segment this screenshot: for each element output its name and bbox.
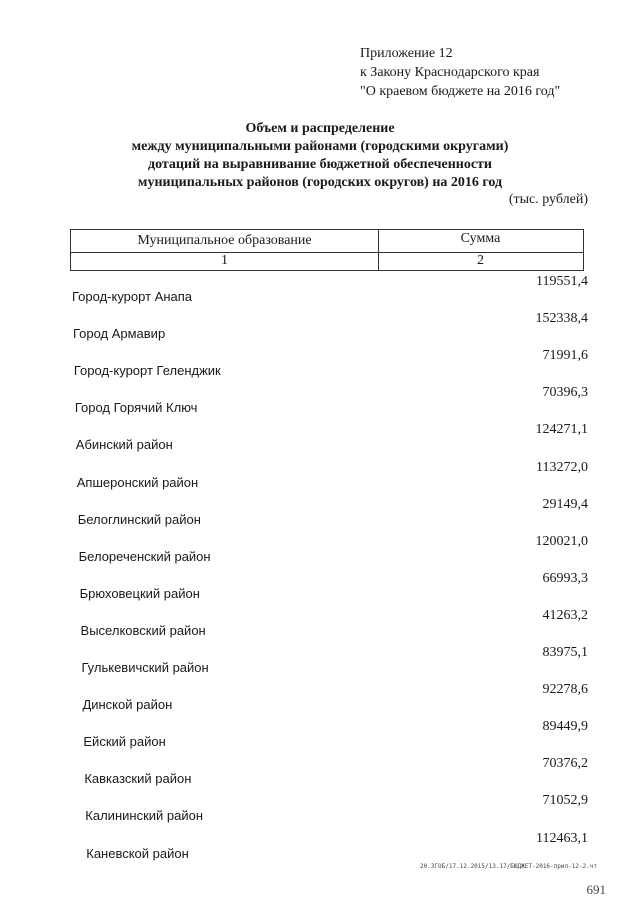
subsidy-amount: 92278,6 xyxy=(542,682,588,698)
table-row xyxy=(0,348,640,378)
table-row xyxy=(0,645,640,675)
municipality-name: Брюховецкий район xyxy=(79,585,200,601)
table-row xyxy=(0,719,640,749)
title-line-4: муниципальных районов (городских округов) на 2016 год xyxy=(137,175,503,190)
subsidy-amount: 71052,9 xyxy=(542,793,588,809)
subsidy-amount: 113272,0 xyxy=(536,459,588,475)
municipality-name: Выселковский район xyxy=(80,622,206,638)
table-row xyxy=(0,422,640,452)
municipality-name: Гулькевичский район xyxy=(81,660,209,675)
municipality-name: Апшеронский район xyxy=(76,474,199,490)
table-header xyxy=(70,229,584,271)
municipality-name: Город Армавир xyxy=(72,326,166,342)
municipality-name: Абинский район xyxy=(75,437,173,453)
subsidy-amount: 152338,4 xyxy=(535,311,588,327)
title-line-2: между муниципальными районами (городскими округами) xyxy=(131,139,509,154)
municipality-name: Белоглинский район xyxy=(77,511,201,527)
table-row xyxy=(0,793,640,823)
municipality-name: Город-курорт Анапа xyxy=(72,289,192,304)
column-number-1: 1 xyxy=(221,253,228,268)
table-row xyxy=(0,756,640,786)
table-row xyxy=(0,831,640,861)
municipality-name: Белореченский район xyxy=(78,548,211,564)
subsidy-amount: 119551,4 xyxy=(536,274,588,289)
file-footer: 20.ЗГОБ/17.12.2015/13.17/БЮДЖЕТ-2016-прил-12-2.чт xyxy=(420,863,598,870)
subsidy-amount: 29149,4 xyxy=(542,496,588,512)
municipality-name: Кавказский район xyxy=(84,771,192,787)
subsidy-amount: 124271,1 xyxy=(535,422,588,438)
subsidy-amount: 112463,1 xyxy=(536,830,588,846)
subsidy-amount: 83975,1 xyxy=(542,645,588,660)
column-number-2: 2 xyxy=(477,253,484,268)
municipality-name: Динской район xyxy=(82,697,173,713)
table-row xyxy=(0,311,640,341)
annex-number: Приложение 12 xyxy=(360,46,453,61)
table-row xyxy=(0,682,640,712)
municipality-name: Ейский район xyxy=(83,734,166,750)
table-row xyxy=(0,460,640,490)
subsidy-amount: 70376,2 xyxy=(542,756,588,772)
annex-law: к Закону Краснодарского края xyxy=(360,65,540,80)
table-row xyxy=(0,534,640,564)
title-line-3: дотаций на выравнивание бюджетной обеспеченности xyxy=(147,157,492,172)
annex-header xyxy=(360,44,560,101)
municipality-name: Город-курорт Геленджик xyxy=(73,363,221,379)
subsidy-amount: 66993,3 xyxy=(542,570,588,586)
municipality-name: Калининский район xyxy=(85,808,204,824)
table-row xyxy=(0,608,640,638)
subsidy-amount: 89449,9 xyxy=(542,719,588,735)
table-row xyxy=(0,497,640,527)
title-line-1: Объем и распределение xyxy=(245,121,395,136)
column-header-sum: Сумма xyxy=(460,231,501,246)
page-number: 691 xyxy=(586,882,606,897)
document-title xyxy=(60,120,580,192)
municipality-name: Каневской район xyxy=(86,845,189,861)
units-label: (тыс. рублей) xyxy=(508,192,588,207)
municipality-name: Город Горячий Ключ xyxy=(74,400,198,416)
subsidy-amount: 71991,6 xyxy=(542,348,588,364)
table-row xyxy=(0,274,640,304)
subsidy-amount: 70396,3 xyxy=(542,385,588,401)
table-row xyxy=(0,571,640,601)
subsidy-amount: 120021,0 xyxy=(535,533,588,549)
column-header-municipality: Муниципальное образование xyxy=(137,233,312,248)
annex-law-title: "О краевом бюджете на 2016 год" xyxy=(360,84,561,99)
subsidy-amount: 41263,2 xyxy=(542,607,588,623)
table-row xyxy=(0,385,640,415)
